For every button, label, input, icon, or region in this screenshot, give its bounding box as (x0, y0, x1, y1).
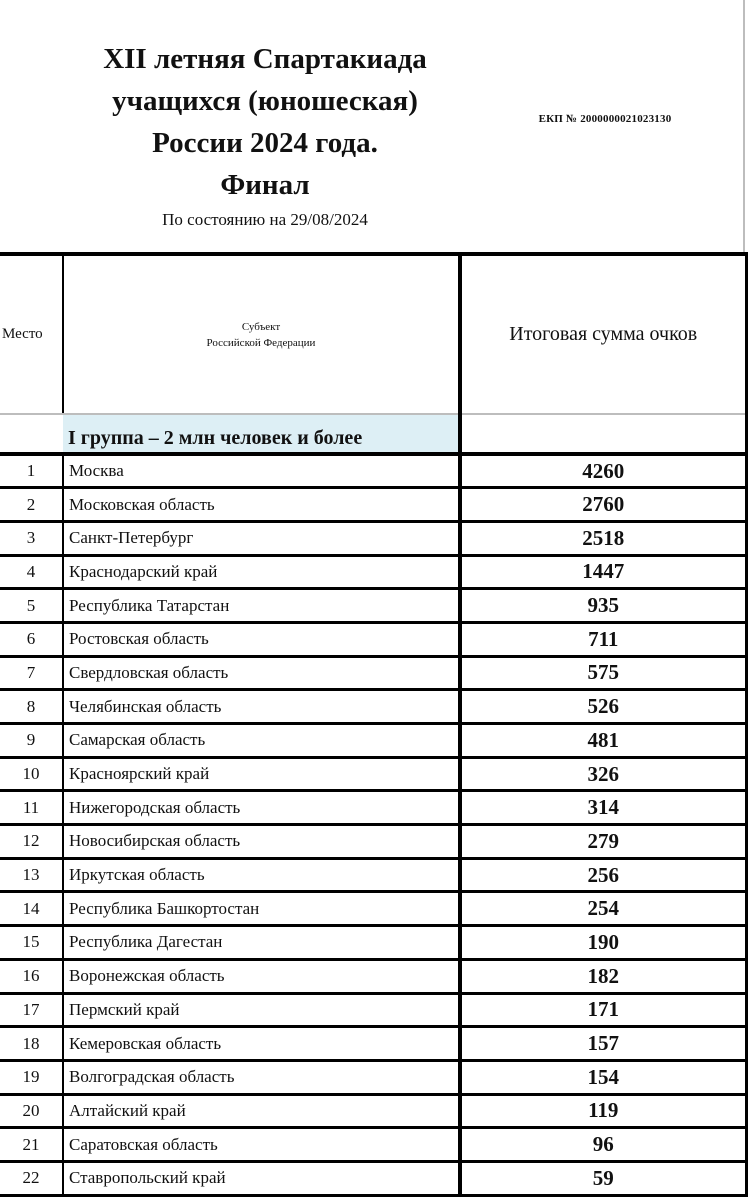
subject-name-cell: Воронежская область (63, 959, 460, 993)
title-line: России 2024 года. (152, 127, 378, 159)
document-title (30, 38, 500, 206)
table-row (0, 993, 746, 1027)
subject-name-cell: Новосибирская область (63, 825, 460, 859)
score-cell: 935 (460, 589, 746, 623)
subject-name-cell: Алтайский край (63, 1094, 460, 1128)
subject-name-cell: Краснодарский край (63, 555, 460, 589)
group-row (0, 414, 746, 454)
status-date: По состоянию на 29/08/2024 (162, 210, 368, 229)
table-row (0, 555, 746, 589)
table-row (0, 454, 746, 488)
place-cell: 22 (0, 1161, 63, 1195)
score-cell: 154 (460, 1060, 746, 1094)
subject-name-cell: Нижегородская область (63, 791, 460, 825)
subject-name-cell: Свердловская область (63, 656, 460, 690)
score-cell: 711 (460, 622, 746, 656)
group-place-cell (0, 414, 63, 454)
score-cell: 575 (460, 656, 746, 690)
place-cell: 20 (0, 1094, 63, 1128)
subject-name-cell: Самарская область (63, 724, 460, 758)
ekp-number: ЕКП № 2000000021023130 (538, 113, 672, 125)
subject-name-cell: Саратовская область (63, 1128, 460, 1162)
score-cell: 119 (460, 1094, 746, 1128)
subject-name-cell: Москва (63, 454, 460, 488)
score-cell: 279 (460, 825, 746, 859)
subject-name-cell: Республика Татарстан (63, 589, 460, 623)
score-cell: 314 (460, 791, 746, 825)
place-cell: 18 (0, 1027, 63, 1061)
place-cell: 9 (0, 724, 63, 758)
title-line: учащихся (юношеская) (112, 85, 418, 117)
score-cell: 526 (460, 690, 746, 724)
score-cell: 4260 (460, 454, 746, 488)
table-row (0, 1060, 746, 1094)
place-cell: 2 (0, 488, 63, 522)
table-row (0, 488, 746, 522)
table-row (0, 959, 746, 993)
place-cell: 12 (0, 825, 63, 859)
group-score-cell (460, 414, 746, 454)
table-header-row (0, 254, 746, 414)
subject-header-line2: Российской Федерации (206, 336, 316, 349)
place-cell: 6 (0, 622, 63, 656)
place-cell: 15 (0, 926, 63, 960)
subject-name-cell: Республика Дагестан (63, 926, 460, 960)
place-cell: 7 (0, 656, 63, 690)
table-row (0, 858, 746, 892)
score-cell: 254 (460, 892, 746, 926)
score-cell: 2518 (460, 521, 746, 555)
place-cell: 3 (0, 521, 63, 555)
score-cell: 182 (460, 959, 746, 993)
place-cell: 5 (0, 589, 63, 623)
column-header-place: Место (0, 254, 63, 414)
subject-name-cell: Санкт-Петербург (63, 521, 460, 555)
place-cell: 16 (0, 959, 63, 993)
table-row (0, 825, 746, 859)
score-cell: 256 (460, 858, 746, 892)
table-row (0, 1161, 746, 1195)
table-row (0, 1128, 746, 1162)
place-cell: 8 (0, 690, 63, 724)
table-row (0, 1027, 746, 1061)
subject-header-line1: Субъект (241, 320, 281, 333)
subject-name-cell: Пермский край (63, 993, 460, 1027)
place-cell: 17 (0, 993, 63, 1027)
place-cell: 1 (0, 454, 63, 488)
score-cell: 157 (460, 1027, 746, 1061)
score-cell: 481 (460, 724, 746, 758)
results-table-container (0, 252, 746, 1197)
subject-name-cell: Республика Башкортостан (63, 892, 460, 926)
score-cell: 326 (460, 757, 746, 791)
score-cell: 190 (460, 926, 746, 960)
place-cell: 10 (0, 757, 63, 791)
place-cell: 14 (0, 892, 63, 926)
score-cell: 59 (460, 1161, 746, 1195)
table-row (0, 724, 746, 758)
subject-name-cell: Московская область (63, 488, 460, 522)
table-row (0, 622, 746, 656)
place-cell: 11 (0, 791, 63, 825)
subject-name-cell: Ростовская область (63, 622, 460, 656)
subject-name-cell: Кемеровская область (63, 1027, 460, 1061)
table-row (0, 521, 746, 555)
score-cell: 2760 (460, 488, 746, 522)
score-cell: 96 (460, 1128, 746, 1162)
group-label: I группа – 2 млн человек и более (63, 414, 460, 454)
table-row (0, 791, 746, 825)
score-cell: 171 (460, 993, 746, 1027)
table-row (0, 656, 746, 690)
table-row (0, 589, 746, 623)
table-row (0, 757, 746, 791)
document-header (0, 0, 745, 252)
results-table (0, 252, 748, 1197)
title-line: Финал (220, 169, 310, 201)
title-line: XII летняя Спартакиада (103, 43, 427, 75)
place-cell: 4 (0, 555, 63, 589)
place-cell: 19 (0, 1060, 63, 1094)
column-header-subject (63, 254, 460, 414)
table-row (0, 892, 746, 926)
place-cell: 13 (0, 858, 63, 892)
score-cell: 1447 (460, 555, 746, 589)
subject-name-cell: Иркутская область (63, 858, 460, 892)
subject-name-cell: Красноярский край (63, 757, 460, 791)
subject-name-cell: Челябинская область (63, 690, 460, 724)
table-row (0, 690, 746, 724)
table-row (0, 926, 746, 960)
column-header-score: Итоговая сумма очков (460, 254, 746, 414)
subject-name-cell: Волгоградская область (63, 1060, 460, 1094)
place-cell: 21 (0, 1128, 63, 1162)
subject-name-cell: Ставропольский край (63, 1161, 460, 1195)
table-row (0, 1094, 746, 1128)
